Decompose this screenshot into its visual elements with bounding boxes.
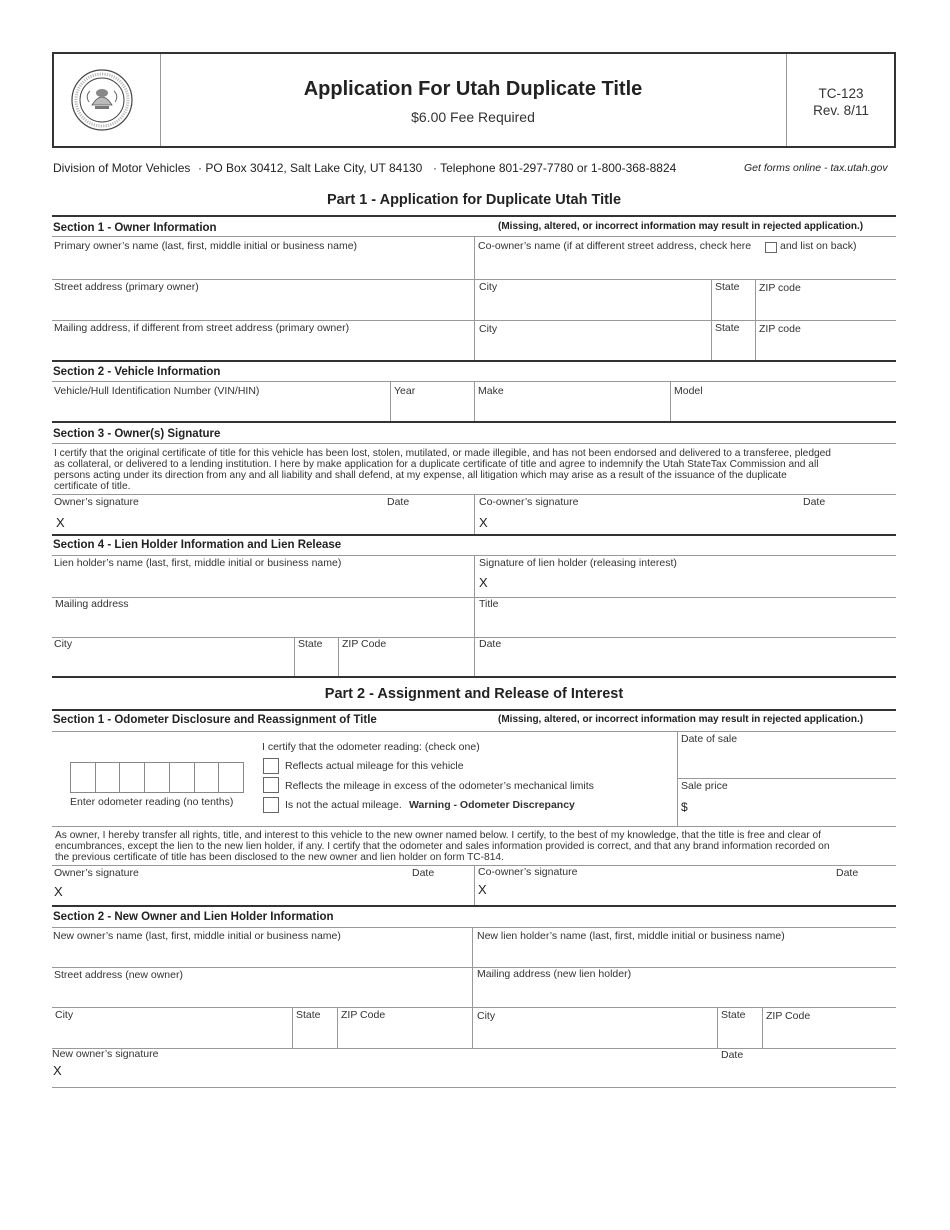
not-actual-mileage-label: Is not the actual mileage. [285,799,402,811]
new-lien-holder-name-label: New lien holder’s name (last, first, middle initial or business name) [477,930,785,942]
part2-section1-title: Section 1 - Odometer Disclosure and Reassignment of Title [53,714,377,726]
new-owner-street-label: Street address (new owner) [54,969,183,981]
mailing-state-field[interactable] [712,335,755,359]
seller-owner-signature-field[interactable] [70,880,470,903]
new-lien-city-label: City [477,1010,496,1022]
coowner-signature-date-label: Date [803,496,826,508]
fee-required: $6.00 Fee Required [411,109,535,125]
date-of-sale-label: Date of sale [681,733,738,745]
date-of-sale-field[interactable] [679,746,895,776]
make-label: Make [478,385,504,397]
model-field[interactable] [671,398,895,421]
odometer-digit-box[interactable] [120,763,145,792]
rejection-note: (Missing, altered, or incorrect information may result in rejected application.) [498,221,864,232]
form-number: TC-123 [818,86,864,101]
lien-city-label: City [54,638,73,650]
forms-online-link[interactable]: Get forms online - tax.utah.gov [744,162,888,174]
transfer-line: the previous certificate of title has been disclosed to the new owner and lien holder on form TC-814. [55,852,504,863]
new-owner-city-label: City [55,1009,74,1021]
new-owner-zip-field[interactable] [338,1022,471,1047]
part2-section2-title: Section 2 - New Owner and Lien Holder Information [53,911,334,923]
seller-coowner-signature-field[interactable] [493,880,893,903]
new-owner-city-field[interactable] [53,1022,291,1047]
actual-mileage-label: Reflects actual mileage for this vehicle [285,760,464,772]
primary-owner-name-field[interactable] [53,252,473,278]
mailing-zip-field[interactable] [756,335,895,359]
lien-date-label: Date [479,638,502,650]
odometer-digit-box[interactable] [71,763,96,792]
part1-rule [52,215,896,217]
sale-price-label: Sale price [681,780,728,792]
lien-holder-name-field[interactable] [53,570,473,596]
certification-line: as collateral, or delivered to a lending institution. I here by make application for a duplicate certificate of title and agree to indemnify the Utah StateTax Commission and all [54,459,819,470]
sale-price-field[interactable] [692,796,895,824]
new-owner-name-label: New owner’s name (last, first, middle initial or business name) [53,930,341,942]
lien-state-label: State [298,638,323,650]
lien-zip-label: ZIP Code [342,638,387,650]
new-owner-state-field[interactable] [293,1022,336,1047]
seller-owner-signature-label: Owner’s signature [54,867,139,879]
certification-line: I certify that the original certificate of title for this vehicle has been lost, stolen, mutilated, or made illegible, and has not been endorsed and delivered to a transferee, pledged [54,448,831,459]
mailing-city-label: City [479,323,498,335]
new-lien-zip-field[interactable] [763,1022,895,1047]
part2-rejection-note: (Missing, altered, or incorrect information may result in rejected application.) [498,714,864,725]
new-owner-signature-label: New owner’s signature [52,1048,159,1060]
lien-date-field[interactable] [475,651,895,675]
lien-holder-signature-x: X [479,575,488,590]
new-owner-signature-x: X [53,1063,62,1078]
make-field[interactable] [475,398,669,421]
form-title: Application For Utah Duplicate Title [303,78,643,100]
year-label: Year [394,385,416,397]
excess-mileage-checkbox[interactable] [263,777,279,793]
owner-signature-x: X [56,515,65,530]
new-owner-zip-label: ZIP Code [341,1009,386,1021]
seller-owner-signature-x: X [54,884,63,899]
new-lien-holder-name-field[interactable] [474,943,894,967]
odometer-digit-box[interactable] [170,763,195,792]
lien-holder-signature-label: Signature of lien holder (releasing interest) [479,557,677,569]
section3-title: Section 3 - Owner(s) Signature [53,428,221,440]
transfer-line: encumbrances, except the lien to the new lien holder, if any. I certify that the odometer and sales information provided is correct, and that any brand information recorded on [55,841,830,852]
lien-mailing-address-field[interactable] [53,611,473,636]
new-lien-zip-label: ZIP Code [766,1010,811,1022]
odometer-digit-box[interactable] [96,763,121,792]
coowner-signature-label: Co-owner’s signature [479,496,579,508]
lien-zip-field[interactable] [339,651,473,675]
coowner-name-field[interactable] [475,252,895,278]
new-owner-name-field[interactable] [53,943,471,967]
zip-code-field[interactable] [756,294,895,319]
lien-title-label: Title [479,598,499,610]
section2-title: Section 2 - Vehicle Information [53,366,221,378]
lien-state-field[interactable] [295,651,337,675]
vin-field[interactable] [53,398,389,421]
odometer-digit-box[interactable] [145,763,170,792]
street-address-field[interactable] [53,294,473,319]
transfer-paragraph [55,830,897,863]
primary-owner-name-label: Primary owner’s name (last, first, middle initial or business name) [54,240,358,252]
vin-label: Vehicle/Hull Identification Number (VIN/HIN) [54,385,260,397]
coowner-signature-x: X [479,515,488,530]
new-owner-street-field[interactable] [53,982,471,1006]
section1-title: Section 1 - Owner Information [53,222,217,234]
state-field[interactable] [712,294,755,319]
certification-line: certificate of title. [54,481,131,492]
city-field[interactable] [475,294,711,319]
seller-coowner-signature-x: X [478,882,487,897]
seller-coowner-date-label: Date [836,867,859,879]
state-label: State [715,281,740,293]
odometer-reading-label: Enter odometer reading (no tenths) [70,796,234,808]
new-owner-signature-date-label: Date [721,1049,744,1061]
lien-mailing-address-label: Mailing address [55,598,129,610]
odometer-certify-label: I certify that the odometer reading: (check one) [262,741,480,753]
not-actual-mileage-checkbox[interactable] [263,797,279,813]
street-address-label: Street address (primary owner) [54,281,199,293]
mailing-zip-label: ZIP code [759,323,801,335]
owner-signature-date-label: Date [387,496,410,508]
actual-mileage-checkbox[interactable] [263,758,279,774]
utah-state-seal [71,69,133,131]
seller-owner-date-label: Date [412,867,435,879]
year-field[interactable] [391,398,473,421]
owner-signature-field[interactable] [70,510,470,532]
new-lien-mailing-label: Mailing address (new lien holder) [477,968,632,980]
coowner-signature-field[interactable] [493,510,893,532]
sale-price-dollar-sign: $ [681,800,688,814]
mailing-address-field[interactable] [53,335,473,359]
certification-paragraph [54,448,896,492]
form-revision: Rev. 8/11 [813,103,869,118]
odometer-reading-boxes[interactable] [70,762,244,793]
lien-title-field[interactable] [475,611,895,636]
new-owner-signature-date-field[interactable] [718,1060,895,1086]
odometer-discrepancy-warning: Warning - Odometer Discrepancy [409,799,575,811]
new-lien-state-label: State [721,1009,746,1021]
new-owner-state-label: State [296,1009,321,1021]
seller-coowner-signature-label: Co-owner’s signature [478,866,578,878]
mailing-address-label: Mailing address, if different from street address (primary owner) [54,322,350,334]
header-divider [786,54,787,146]
owner-signature-label: Owner’s signature [54,496,139,508]
division-phone: · Telephone 801-297-7780 or 1-800-368-8824 [433,161,677,175]
new-lien-city-field[interactable] [474,1022,716,1047]
lien-city-field[interactable] [53,651,293,675]
odometer-digit-box[interactable] [219,763,243,792]
new-lien-state-field[interactable] [718,1022,761,1047]
section4-title: Section 4 - Lien Holder Information and Lien Release [53,539,342,551]
coowner-list-on-back-label: and list on back) [780,240,857,252]
excess-mileage-label: Reflects the mileage in excess of the odometer’s mechanical limits [285,780,594,792]
new-owner-signature-field[interactable] [68,1060,708,1086]
certification-line: persons acting under its direction from any and all liability and shall defend, at my expense, all litigation which may arise as a result of the issuance of the duplicate [54,470,787,481]
coowner-name-label: Co-owner’s name (if at different street address, check here [478,240,752,252]
model-label: Model [674,385,703,397]
city-label: City [479,281,498,293]
division-address: · PO Box 30412, Salt Lake City, UT 84130 [198,161,423,175]
transfer-line: As owner, I hereby transfer all rights, title, and interest to this vehicle to the new owner named below. I certify, to the best of my knowledge, that the title is free and clear of [55,830,821,841]
lien-holder-name-label: Lien holder’s name (last, first, middle initial or business name) [54,557,342,569]
mailing-state-label: State [715,322,740,334]
part1-title: Part 1 - Application for Duplicate Utah Title [326,192,622,208]
part2-title: Part 2 - Assignment and Release of Interest [324,686,624,702]
zip-code-label: ZIP code [759,282,801,294]
lien-holder-signature-field[interactable] [493,570,893,596]
new-lien-mailing-field[interactable] [474,982,894,1006]
mailing-city-field[interactable] [475,335,711,359]
odometer-digit-box[interactable] [195,763,220,792]
division-name: Division of Motor Vehicles [53,161,191,175]
